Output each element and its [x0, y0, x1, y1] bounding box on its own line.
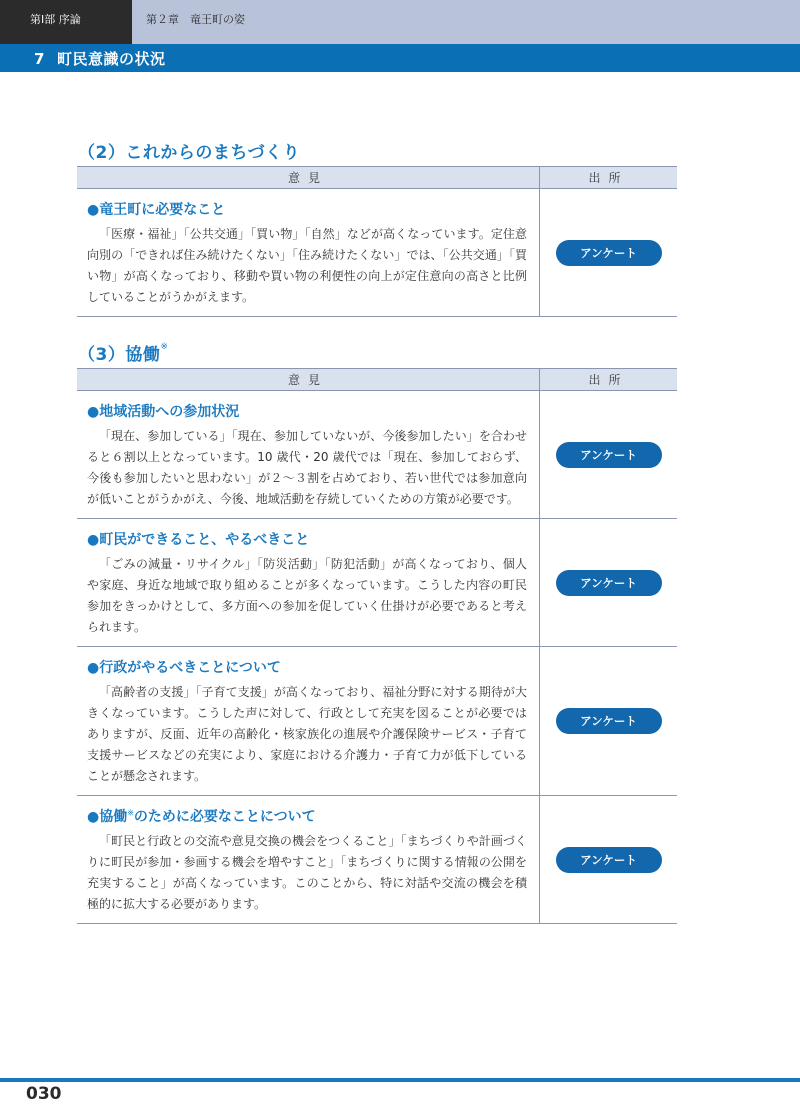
opinion-table-collaboration: [77, 368, 677, 924]
opinion-cell: [77, 519, 540, 647]
opinion-cell: [77, 189, 540, 317]
heading-future-town: （2）これからのまちづくり: [78, 143, 301, 163]
table-row: [77, 189, 677, 317]
footer-rule: [0, 1078, 800, 1082]
part-label: 第Ⅰ部 序論: [0, 0, 132, 44]
column-header-opinion: 意見: [77, 167, 540, 189]
item-title-part-b: のために必要なことについて: [133, 809, 316, 825]
heading-collaboration: [78, 340, 168, 365]
item-body: 「ごみの減量・リサイクル」「防災活動」「防犯活動」が高くなっており、個人や家庭、身近な地域で取り組めることが多くなっています。こうした内容の町民参加をきっかけとして、多方面への参加を促していく仕掛けが必要であると考えられます。: [87, 557, 527, 634]
item-title-part-a: ●協働: [87, 809, 128, 825]
source-badge-survey: アンケート: [556, 240, 662, 266]
page-number: 030: [26, 1084, 62, 1104]
opinion-cell: [77, 796, 540, 924]
source-badge-survey: アンケート: [556, 442, 662, 468]
section-title-bar: [0, 44, 800, 72]
source-badge-survey: アンケート: [556, 847, 662, 873]
source-cell: [540, 189, 678, 317]
item-body: 「現在、参加している」「現在、参加していないが、今後参加したい」を合わせると６割以上となっています。10 歳代・20 歳代では「現在、参加しておらず、今後も参加したいと思わない」が２～３割を占めており、若い世代では参加意向が低いことがうかがえ、今後、地域活動を存続していくための方策が必要です。: [87, 429, 527, 506]
item-title: [87, 806, 527, 826]
opinion-cell: [77, 647, 540, 796]
table-row: [77, 647, 677, 796]
item-body: 「高齢者の支援」「子育て支援」が高くなっており、福祉分野に対する期待が大きくなっています。こうした声に対して、行政として充実を図ることが必要ではありますが、反面、近年の高齢化・核家族化の進展や介護保険サービス・子育て支援サービスなどの充実により、家庭における介護力・子育て力が低下していることが懸念されます。: [87, 685, 527, 783]
table-row: [77, 796, 677, 924]
source-cell: [540, 647, 678, 796]
item-body: 「町民と行政との交流や意見交換の機会をつくること」「まちづくりや計画づくりに町民が参加・参画する機会を増やすこと」「まちづくりに関する情報の公開を充実すること」が高くなっています。このことから、特に対話や交流の機会を積極的に拡大する必要があります。: [87, 834, 527, 911]
item-body: 「医療・福祉」「公共交通」「買い物」「自然」などが高くなっています。定住意向別の「できれば住み続けたくない」「住み続けたくない」では、「公共交通」「買い物」が高くなっており、移動や買い物の利便性の向上が定住意向の高さと比例していることがうかがえます。: [87, 227, 527, 304]
footnote-mark: ※: [127, 808, 134, 818]
source-cell: [540, 391, 678, 519]
item-title: ●地域活動への参加状況: [87, 404, 240, 420]
column-header-source: 出所: [540, 167, 678, 189]
item-title: ●町民ができること、やるべきこと: [87, 532, 310, 548]
chapter-label: 第２章 竜王町の姿: [132, 0, 800, 44]
heading-collaboration-text: （3）協働: [78, 345, 161, 365]
footnote-mark: ※: [160, 342, 169, 352]
section-number: 7: [34, 50, 45, 68]
source-cell: [540, 519, 678, 647]
source-badge-survey: アンケート: [556, 570, 662, 596]
source-badge-survey: アンケート: [556, 708, 662, 734]
table-row: [77, 519, 677, 647]
column-header-opinion: 意見: [77, 369, 540, 391]
page-header: [0, 0, 800, 44]
item-title: ●行政がやるべきことについて: [87, 660, 281, 676]
source-cell: [540, 796, 678, 924]
item-title: ●竜王町に必要なこと: [87, 202, 226, 218]
opinion-cell: [77, 391, 540, 519]
section-title: 町民意識の状況: [56, 50, 166, 68]
opinion-table-future: [77, 166, 677, 317]
table-row: [77, 391, 677, 519]
column-header-source: 出所: [540, 369, 678, 391]
